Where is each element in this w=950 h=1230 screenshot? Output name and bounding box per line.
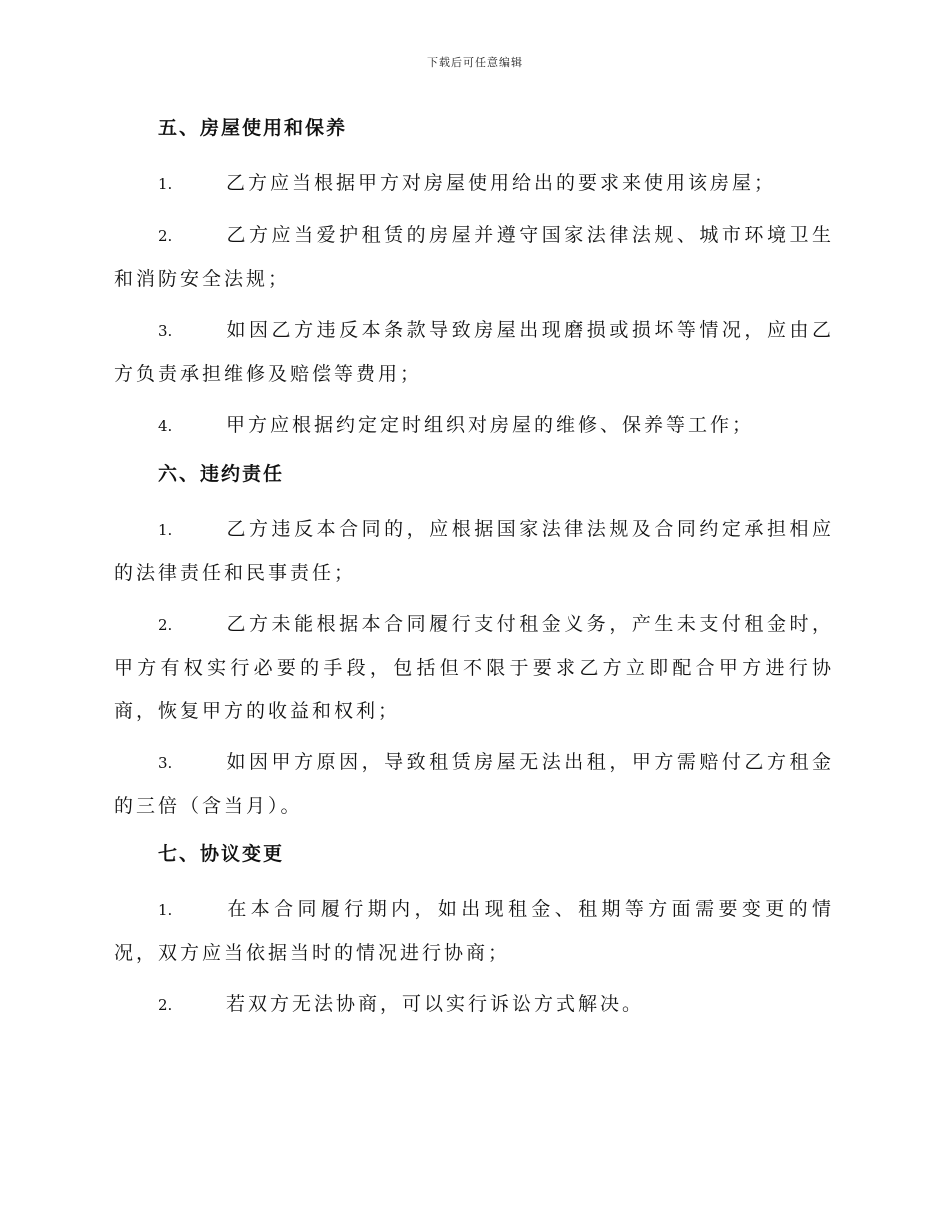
item-number: 1. [158, 521, 173, 539]
item-number: 1. [158, 175, 173, 193]
item-text: 乙方应当根据甲方对房屋使用给出的要求来使用该房屋； [226, 172, 777, 194]
document-body [114, 110, 834, 1035]
list-item [114, 309, 834, 396]
item-number: 3. [158, 754, 173, 772]
item-text: 乙方违反本合同的，应根据国家法律法规及合同约定承担相应的法律责任和民事责任； [114, 518, 834, 584]
section-heading: 六、违约责任 [158, 463, 285, 485]
item-text: 甲方应根据约定定时组织对房屋的维修、保养等工作； [226, 414, 755, 436]
item-text: 如因甲方原因，导致租赁房屋无法出租，甲方需赔付乙方租金的三倍（含当月）。 [114, 751, 834, 817]
item-number: 2. [158, 227, 173, 245]
item-number: 2. [158, 996, 173, 1014]
item-text: 乙方应当爱护租赁的房屋并遵守国家法律法规、城市环境卫生和消防安全法规； [114, 224, 834, 290]
list-item [114, 214, 834, 301]
list-item [114, 162, 834, 206]
item-text: 如因乙方违反本条款导致房屋出现磨损或损坏等情况，应由乙方负责承担维修及赔偿等费用； [114, 319, 834, 385]
section-heading: 五、房屋使用和保养 [158, 117, 348, 139]
item-text: 若双方无法协商，可以实行诉讼方式解决。 [226, 993, 645, 1015]
item-text: 乙方未能根据本合同履行支付租金义务，产生未支付租金时，甲方有权实行必要的手段，包括但不限于要求乙方立即配合甲方进行协商，恢复甲方的收益和权利； [114, 613, 834, 722]
header-note: 下载后可任意编辑 [427, 56, 523, 69]
item-number: 4. [158, 417, 173, 435]
item-text: 在本合同履行期内，如出现租金、租期等方面需要变更的情况，双方应当依据当时的情况进行协商； [114, 898, 834, 964]
item-number: 3. [158, 322, 173, 340]
list-item [114, 741, 834, 828]
list-item [114, 888, 834, 975]
list-item [114, 983, 834, 1027]
item-number: 2. [158, 616, 173, 634]
list-item [114, 508, 834, 595]
item-number: 1. [158, 901, 173, 919]
list-item [114, 603, 834, 733]
list-item [114, 404, 834, 448]
section-heading: 七、协议变更 [158, 843, 285, 865]
